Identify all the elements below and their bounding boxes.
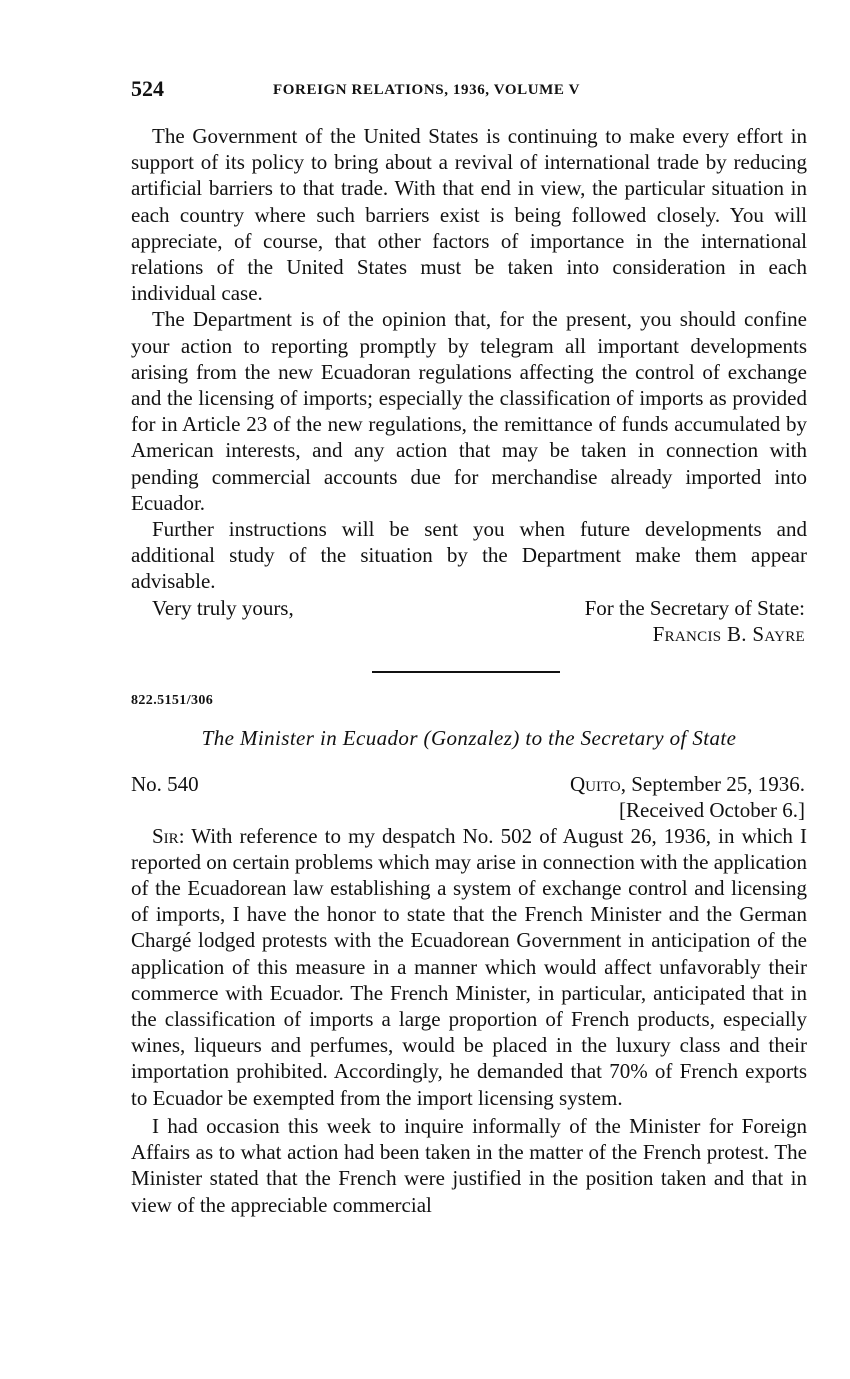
running-head: FOREIGN RELATIONS, 1936, VOLUME V: [273, 82, 581, 98]
page-header: [131, 74, 807, 110]
section-divider: [372, 671, 560, 673]
closing-phrase: Very truly yours,: [152, 595, 294, 620]
dispatch-title: The Minister in Ecuador (Gonzalez) to the Secretary of State: [201, 725, 737, 750]
salutation: Sir: [152, 823, 179, 848]
letter-paragraph-3: Further instructions will be sent you when future developments and additional study of the situation by the Department make them appear advisable.: [131, 517, 807, 594]
dispatch-city: Quito: [569, 771, 621, 796]
signature-line: For the Secretary of State:: [584, 595, 805, 620]
page-number: 524: [131, 76, 164, 101]
document-page: [131, 74, 807, 1218]
file-number: 822.5151/306: [131, 692, 214, 708]
dispatch-date: , September 25, 1936.: [620, 771, 805, 796]
dispatch-paragraph-1-text: : With reference to my despatch No. 502 of August 26, 1936, in which I reported on certain problems which may arise in connection with the application of the Ecuadorean law establishing a system of exchange control and licensing of imports, I have the honor to state that the French Minister and the German Chargé lodged protests with the Ecuadorean Government in anticipation of the application of this measure in a manner which would affect unfavorably their commerce with Ecuador. The French Minister, in particular, anticipated that in the classification of imports a large proportion of French products, especially wines, liqueurs and perfumes, would be placed in the luxury class and their importation prohibited. Accordingly, he demanded that 70% of French exports to Ecuador be exempted from the import licensing system.: [131, 823, 807, 1110]
letter-paragraph-1: The Government of the United States is continuing to make every effort in support of its policy to bring about a revival of international trade by reducing artificial barriers to that trade. With that end in view, the particular situation in each country where such barriers exist is being followed closely. You will appreciate, of course, that other factors of importance in the international relations of the United States must be taken into consideration in each individual case.: [131, 124, 807, 306]
letter-paragraph-2: The Department is of the opinion that, for the present, you should confine your action to reporting promptly by telegram all important developments arising from the new Ecuadoran regulations affecting the control of exchange and the licensing of imports; especially the classification of imports as provided for in Article 23 of the new regulations, the remittance of funds accumulated by American interests, and any action that may be taken in connection with pending commercial accounts due for merchandise already imported into Ecuador.: [131, 307, 807, 515]
dispatch-paragraph-2: I had occasion this week to inquire informally of the Minister for Foreign Affairs as to what action had been taken in the matter of the French protest. The Minister stated that the French were justified in the position taken and that in view of the appreciable commercial: [131, 1113, 807, 1217]
dispatch-dateline: [131, 771, 807, 797]
signer-name: Francis B. Sayre: [652, 621, 805, 646]
dispatch-number: No. 540: [131, 771, 199, 796]
dispatch-place-date: [570, 771, 805, 797]
letter-closing: [131, 595, 807, 621]
received-date: [Received October 6.]: [619, 797, 805, 822]
dispatch-paragraph-1: [131, 823, 807, 1111]
